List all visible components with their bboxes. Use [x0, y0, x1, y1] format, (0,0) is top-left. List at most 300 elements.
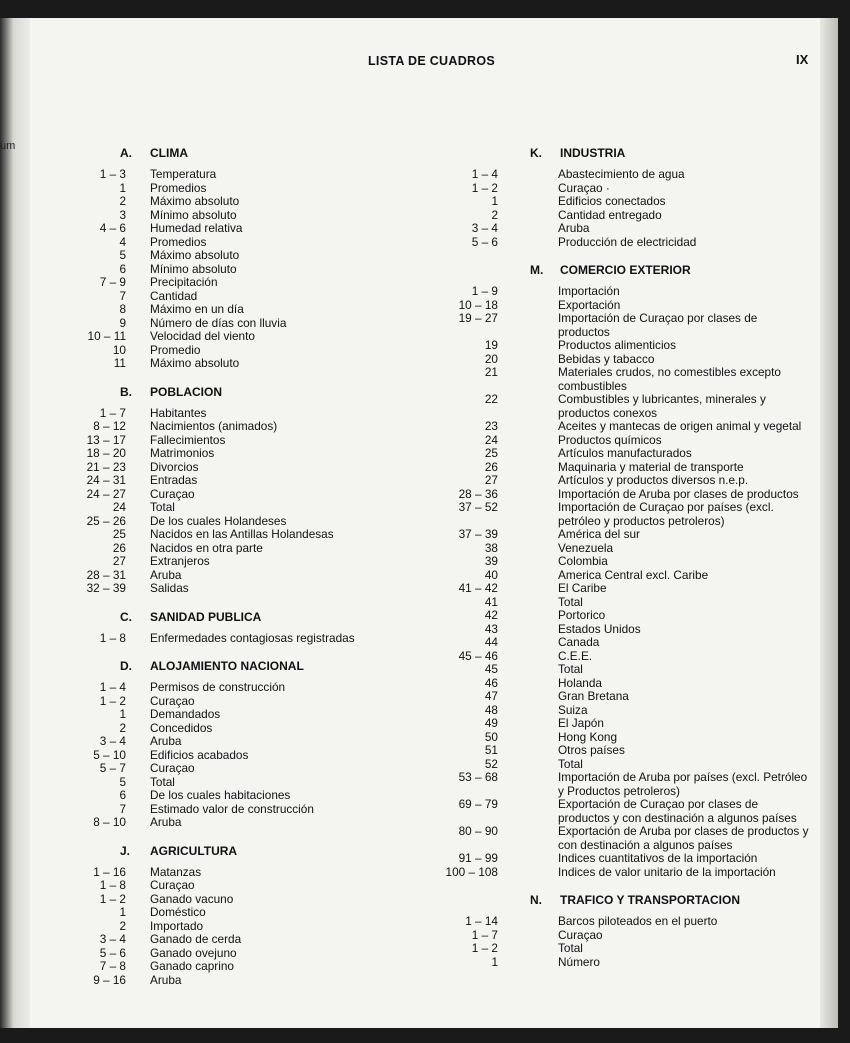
toc-entry	[430, 677, 800, 691]
toc-entry	[430, 393, 800, 420]
table-title: De los cuales habitaciones	[150, 788, 291, 802]
table-title: Aceites y mantecas de origen animal y vegetal	[558, 419, 802, 433]
table-title: Ganado caprino	[150, 959, 234, 973]
table-number-range: 13 – 17	[86, 432, 126, 447]
toc-entry	[430, 209, 800, 223]
table-title: Suiza	[558, 702, 588, 717]
table-number-range: 1 – 2	[99, 891, 126, 906]
toc-entry	[50, 933, 420, 947]
toc-entry	[50, 749, 420, 763]
toc-entry	[430, 758, 800, 772]
table-number-range: 1 – 4	[471, 167, 498, 181]
toc-entry	[50, 168, 420, 182]
toc-section	[430, 893, 800, 969]
toc-entry	[430, 339, 800, 353]
toc-entry	[50, 276, 420, 290]
toc-entry	[430, 929, 800, 943]
table-number-range: 5 – 10	[93, 747, 126, 762]
table-title: Importación de Aruba por clases de productos	[558, 486, 799, 501]
table-title: Número de días con lluvia	[150, 315, 287, 330]
table-title: Velocidad del viento	[150, 329, 255, 343]
table-number-range: 2	[119, 194, 126, 208]
section-title: SANIDAD PUBLICA	[150, 609, 262, 624]
table-title: C.E.E.	[558, 648, 593, 663]
section-title: CLIMA	[150, 146, 188, 160]
toc-entry	[430, 650, 800, 664]
table-number-range: 7 – 9	[99, 275, 126, 289]
table-title: Aruba	[150, 972, 182, 987]
table-number-range: 100 – 108	[445, 864, 498, 879]
table-title: Portorico	[558, 608, 606, 622]
table-number-range: 19 – 27	[458, 311, 498, 325]
table-number-range: 23	[484, 419, 498, 433]
table-number-range: 3 – 4	[99, 734, 126, 748]
toc-entry	[50, 330, 420, 344]
toc-entry	[430, 798, 800, 825]
toc-entry	[430, 824, 809, 852]
section-heading	[430, 146, 800, 162]
toc-entry	[430, 663, 800, 677]
table-title: Nacidos en otra parte	[150, 540, 263, 555]
toc-entry	[50, 461, 420, 475]
toc-entry	[50, 515, 420, 529]
table-number-range: 38	[484, 540, 498, 555]
table-number-range: 50	[484, 729, 498, 744]
toc-entry	[430, 222, 800, 236]
document-page	[30, 18, 820, 1028]
toc-entry	[430, 770, 808, 798]
table-title: Aruba	[150, 567, 182, 582]
toc-entry	[50, 357, 420, 371]
section-heading	[50, 146, 420, 162]
table-number-range: 25	[484, 446, 498, 460]
toc-section	[50, 844, 420, 988]
table-title: Colombia	[558, 554, 608, 568]
table-title: Abastecimiento de agua	[558, 167, 685, 181]
toc-entry	[430, 596, 800, 610]
table-title: Maquinaria y material de transporte	[558, 459, 744, 474]
table-number-range: 43	[484, 621, 498, 636]
table-title: Hong Kong	[558, 729, 618, 744]
table-number-range: 19	[484, 338, 498, 352]
table-title: Indices cuantitativos de la importación	[558, 851, 758, 865]
table-title: Mínimo absoluto	[150, 261, 237, 276]
toc-entry	[50, 488, 420, 502]
table-number-range: 24	[484, 432, 498, 447]
left-column	[50, 146, 420, 987]
table-number-range: 69 – 79	[458, 797, 498, 811]
table-number-range: 1 – 4	[99, 680, 126, 694]
table-number-range: 28 – 31	[86, 567, 126, 582]
table-number-range: 5 – 6	[99, 945, 126, 960]
table-title: Número	[558, 954, 600, 969]
table-number-range: 46	[484, 675, 498, 690]
toc-entry	[50, 447, 420, 461]
toc-entry	[430, 956, 800, 970]
table-title: Exportación de Curaçao por clases de productos y con destinación a algunos países	[558, 797, 797, 825]
section-heading	[50, 610, 420, 626]
table-number-range: 1 – 8	[99, 630, 126, 645]
table-number-range: 41	[484, 594, 498, 609]
toc-entry	[430, 461, 800, 475]
table-number-range: 9	[119, 315, 126, 330]
table-number-range: 1	[119, 905, 126, 919]
toc-entry	[50, 708, 420, 722]
toc-entry	[50, 249, 420, 263]
toc-entry	[430, 182, 800, 196]
toc-entry	[430, 731, 800, 745]
table-number-range: 2	[119, 918, 126, 933]
table-number-range: 27	[112, 554, 126, 568]
table-title: Barcos piloteados en el puerto	[558, 914, 718, 928]
table-title: Total	[150, 500, 175, 514]
toc-entry	[430, 312, 800, 339]
table-title: Venezuela	[558, 540, 614, 555]
table-title: Aruba	[558, 221, 590, 235]
table-title: Máximo absoluto	[150, 194, 240, 208]
toc-entry	[50, 263, 420, 277]
table-number-range: 42	[484, 608, 498, 622]
table-title: Cantidad entregado	[558, 207, 662, 222]
table-title: Artículos manufacturados	[558, 446, 692, 460]
right-column	[430, 146, 809, 969]
table-number-range: 1	[119, 707, 126, 721]
table-number-range: 2	[491, 207, 498, 222]
table-number-range: 40	[484, 567, 498, 582]
table-title: Total	[558, 756, 583, 771]
toc-entry	[50, 236, 420, 250]
table-title: Humedad relativa	[150, 221, 243, 235]
toc-entry	[50, 407, 420, 421]
table-number-range: 1 – 8	[99, 878, 126, 892]
table-title: Demandados	[150, 707, 221, 721]
table-title: Exportación de Aruba por clases de productos y con destinación a algunos países	[558, 824, 809, 852]
table-number-range: 7 – 8	[99, 959, 126, 973]
table-number-range: 7	[119, 288, 126, 303]
toc-section	[50, 146, 420, 371]
section-letter: K.	[530, 146, 542, 160]
table-title: Curaçao	[150, 486, 195, 501]
table-number-range: 3 – 4	[471, 221, 498, 235]
table-title: Ganado vacuno	[150, 891, 234, 906]
table-title: Artículos y productos diversos n.e.p.	[558, 473, 749, 487]
toc-entry	[430, 744, 800, 758]
table-title: Producción de electricidad	[558, 234, 697, 249]
toc-entry	[430, 636, 800, 650]
toc-entry	[430, 285, 800, 299]
toc-entry	[430, 488, 800, 502]
toc-section	[50, 659, 420, 830]
toc-entry	[50, 582, 420, 596]
table-title: Materiales crudos, no comestibles excepto combustibles	[558, 365, 781, 393]
table-number-range: 22	[484, 392, 498, 406]
table-title: Estados Unidos	[558, 621, 641, 636]
table-title: Edificios acabados	[150, 747, 249, 762]
toc-entry	[50, 695, 420, 709]
table-number-range: 5	[119, 248, 126, 262]
table-number-range: 20	[484, 351, 498, 366]
table-title: Bebidas y tabacco	[558, 351, 655, 366]
table-number-range: 1 – 9	[471, 284, 498, 298]
table-title: Edificios conectados	[558, 194, 666, 208]
table-title: Nacimientos (animados)	[150, 419, 278, 433]
toc-entry	[50, 789, 420, 803]
table-number-range: 5 – 7	[99, 761, 126, 775]
table-title: Extranjeros	[150, 554, 210, 568]
toc-entry	[430, 866, 800, 880]
table-number-range: 3	[119, 207, 126, 222]
toc-entry	[50, 735, 420, 749]
table-number-range: 27	[484, 473, 498, 487]
section-title: INDUSTRIA	[560, 146, 626, 160]
toc-section	[430, 263, 809, 879]
table-title: Mínimo absoluto	[150, 207, 237, 222]
table-number-range: 1 – 16	[93, 864, 126, 879]
table-title: Máximo absoluto	[150, 248, 240, 262]
table-number-range: 21 – 23	[86, 459, 126, 474]
toc-entry	[50, 947, 420, 961]
table-number-range: 41 – 42	[458, 581, 498, 595]
toc-entry	[50, 762, 420, 776]
toc-entry	[430, 528, 800, 542]
next-page-edge	[820, 18, 838, 1028]
toc-entry	[430, 623, 800, 637]
toc-entry	[50, 195, 420, 209]
toc-entry	[50, 182, 420, 196]
table-title: Total	[558, 941, 583, 955]
table-number-range: 47	[484, 689, 498, 703]
toc-entry	[50, 722, 420, 736]
toc-entry	[430, 236, 800, 250]
section-title: TRAFICO Y TRANSPORTACION	[560, 893, 741, 907]
table-title: Curaçao	[150, 693, 195, 708]
toc-entry	[50, 681, 420, 695]
table-title: Aruba	[150, 734, 182, 748]
table-title: Otros países	[558, 743, 625, 757]
table-number-range: 1 – 2	[99, 693, 126, 708]
table-title: Promedios	[150, 180, 207, 195]
table-title: Total	[558, 662, 583, 676]
toc-entry	[430, 299, 800, 313]
table-title: America Central excl. Caribe	[558, 567, 709, 582]
table-title: Exportación	[558, 297, 621, 312]
table-title: Ganado de cerda	[150, 932, 242, 946]
table-number-range: 24 – 31	[86, 473, 126, 487]
table-title: Importado	[150, 918, 204, 933]
toc-entry	[50, 303, 420, 317]
section-letter: J.	[120, 843, 131, 858]
toc-entry	[50, 209, 420, 223]
table-title: Matrimonios	[150, 446, 215, 460]
section-letter: C.	[120, 609, 132, 624]
table-title: Habitantes	[150, 405, 207, 420]
toc-entry	[50, 434, 420, 448]
table-number-range: 37 – 52	[458, 500, 498, 514]
toc-entry	[430, 582, 800, 596]
toc-entry	[430, 353, 800, 367]
table-title: Divorcios	[150, 459, 199, 474]
table-title: Productos químicos	[558, 432, 662, 447]
table-number-range: 1 – 7	[99, 405, 126, 420]
toc-entry	[50, 420, 420, 434]
table-number-range: 10	[112, 342, 126, 357]
table-number-range: 8 – 10	[93, 815, 126, 829]
toc-entry	[50, 974, 420, 988]
table-number-range: 25	[112, 527, 126, 541]
toc-entry	[430, 690, 800, 704]
table-title: Combustibles y lubricantes, minerales y productos conexos	[558, 392, 766, 420]
table-title: Importación de Aruba por países (excl. Petróleo y Productos petroleros)	[558, 770, 808, 798]
table-number-range: 53 – 68	[458, 770, 498, 784]
table-number-range: 7	[119, 801, 126, 816]
table-title: El Caribe	[558, 581, 607, 595]
table-number-range: 25 – 26	[86, 513, 126, 528]
table-number-range: 10 – 11	[87, 329, 126, 343]
table-number-range: 3 – 4	[99, 932, 126, 946]
table-number-range: 1 – 2	[471, 941, 498, 955]
toc-entry	[50, 474, 420, 488]
table-number-range: 44	[484, 635, 498, 649]
section-title: POBLACION	[150, 384, 222, 399]
table-title: Indices de valor unitario de la importación	[558, 864, 776, 879]
section-heading	[430, 263, 800, 279]
table-title: Total	[558, 594, 583, 609]
toc-entry	[50, 879, 420, 893]
toc-entry	[430, 501, 800, 528]
toc-section	[50, 385, 420, 596]
toc-entry	[50, 344, 420, 358]
toc-entry	[50, 528, 420, 542]
table-number-range: 48	[484, 702, 498, 717]
table-number-range: 49	[484, 716, 498, 730]
toc-entry	[430, 474, 800, 488]
toc-entry	[430, 717, 800, 731]
toc-entry	[430, 195, 800, 209]
table-title: Promedios	[150, 234, 207, 249]
toc-entry	[50, 569, 420, 583]
table-title: Curaçao ·	[558, 180, 610, 195]
previous-page-fragment: um	[0, 140, 16, 152]
table-title: Importación de Curaçao por clases de productos	[558, 311, 758, 339]
table-number-range: 52	[484, 756, 498, 771]
table-title: Entradas	[150, 473, 198, 487]
toc-entry	[50, 776, 420, 790]
section-heading	[50, 385, 420, 401]
table-title: Fallecimientos	[150, 432, 226, 447]
section-title: COMERCIO EXTERIOR	[560, 263, 691, 277]
toc-entry	[430, 420, 800, 434]
table-number-range: 8 – 12	[93, 419, 126, 433]
table-number-range: 45	[484, 662, 498, 676]
table-number-range: 1	[491, 194, 498, 208]
table-number-range: 91 – 99	[458, 851, 498, 865]
table-number-range: 32 – 39	[86, 581, 126, 595]
toc-entry	[50, 501, 420, 515]
table-number-range: 24 – 27	[86, 486, 126, 501]
table-title: Salidas	[150, 581, 189, 595]
table-title: El Japón	[558, 716, 604, 730]
table-number-range: 2	[119, 720, 126, 735]
toc-entry	[430, 366, 800, 393]
table-title: Promedio	[150, 342, 201, 357]
table-number-range: 10 – 18	[458, 297, 498, 312]
toc-entry	[430, 447, 800, 461]
table-title: Precipitación	[150, 275, 218, 289]
toc-entry	[430, 434, 800, 448]
section-heading	[50, 659, 420, 675]
section-heading	[430, 893, 800, 909]
page-title: LISTA DE CUADROS	[368, 54, 496, 68]
table-number-range: 11	[113, 356, 126, 370]
section-heading	[50, 844, 420, 860]
table-title: Total	[150, 774, 175, 789]
table-number-range: 80 – 90	[458, 824, 498, 838]
toc-entry	[50, 816, 420, 830]
table-number-range: 26	[112, 540, 126, 555]
toc-entry	[50, 317, 420, 331]
section-letter: D.	[120, 659, 132, 673]
table-number-range: 28 – 36	[458, 486, 498, 501]
table-title: Concedidos	[150, 720, 213, 735]
table-number-range: 37 – 39	[458, 527, 498, 541]
toc-section	[430, 146, 800, 249]
table-title: Estimado valor de construcción	[150, 801, 314, 816]
table-title: Máximo absoluto	[150, 356, 240, 370]
toc-section	[50, 610, 420, 646]
table-title: Curaçao	[150, 761, 195, 775]
section-letter: A.	[120, 146, 132, 160]
toc-entry	[430, 609, 800, 623]
table-title: Canada	[558, 635, 600, 649]
toc-entry	[430, 915, 800, 929]
table-number-range: 1 – 14	[465, 914, 498, 928]
table-number-range: 45 – 46	[458, 648, 498, 663]
table-number-range: 18 – 20	[86, 446, 126, 460]
section-title: ALOJAMIENTO NACIONAL	[150, 659, 304, 673]
table-number-range: 4	[119, 234, 126, 249]
table-title: Nacidos en las Antillas Holandesas	[150, 527, 334, 541]
section-letter: M.	[530, 263, 544, 277]
table-number-range: 6	[119, 261, 126, 276]
previous-page-edge	[0, 18, 30, 1028]
toc-entry	[430, 569, 800, 583]
table-title: Matanzas	[150, 864, 202, 879]
table-title: De los cuales Holandeses	[150, 513, 287, 528]
section-title: AGRICULTURA	[150, 843, 238, 858]
table-title: Curaçao	[150, 878, 195, 892]
section-letter: B.	[120, 384, 132, 399]
table-number-range: 5 – 6	[471, 234, 498, 249]
table-number-range: 39	[484, 554, 498, 568]
table-title: Productos alimenticios	[558, 338, 677, 352]
table-title: Aruba	[150, 815, 182, 829]
table-number-range: 1	[119, 180, 126, 195]
toc-entry	[50, 920, 420, 934]
table-number-range: 8	[119, 302, 126, 316]
table-title: Permisos de construcción	[150, 680, 286, 694]
table-number-range: 26	[484, 459, 498, 474]
table-title: Importación de Curaçao por países (excl. petróleo y productos petroleros)	[558, 500, 774, 528]
toc-entry	[50, 542, 420, 556]
table-number-range: 1	[491, 954, 498, 969]
table-title: Ganado ovejuno	[150, 945, 237, 960]
toc-entry	[430, 555, 800, 569]
toc-entry	[430, 168, 800, 182]
table-title: Curaçao	[558, 927, 603, 942]
toc-entry	[50, 222, 420, 236]
table-number-range: 1 – 3	[99, 167, 126, 181]
toc-entry	[50, 632, 420, 646]
